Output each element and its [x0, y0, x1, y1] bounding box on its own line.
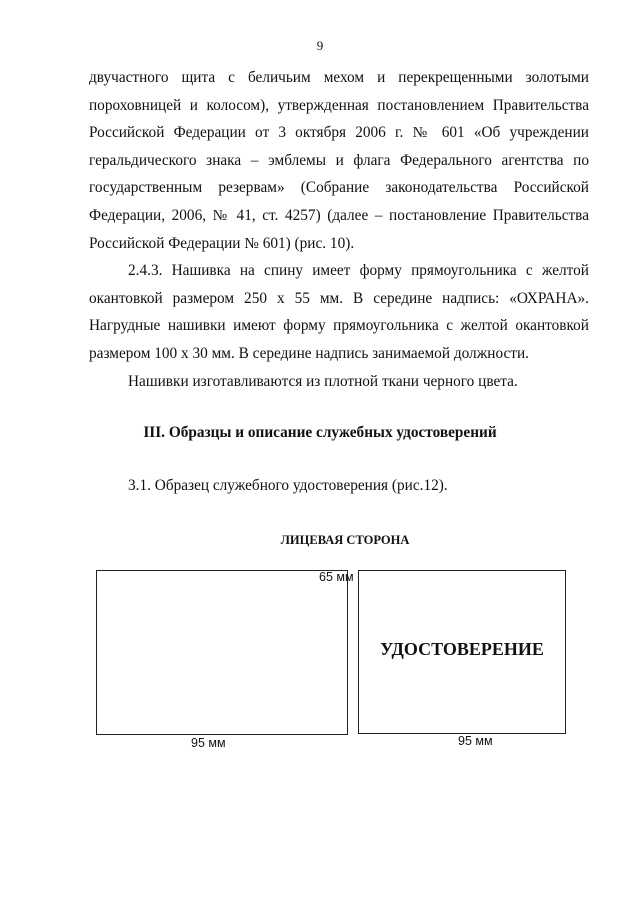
- width-dimension-label-right: 95 мм: [458, 734, 493, 748]
- page-number: 9: [316, 38, 324, 53]
- section-title: III. Образцы и описание служебных удостоверений: [143, 424, 497, 441]
- item-3-1: 3.1. Образец служебного удостоверения (рис.12).: [128, 477, 448, 494]
- paragraph-3: Нашивки изготавливаются из плотной ткани черного цвета.: [128, 372, 518, 390]
- body-text: [89, 64, 589, 395]
- paragraph-1: двучастного щита с беличьим мехом и перекрещенными золотыми пороховницей и колосом), утвержденная постановлением Правительства Российской Федерации от 3 октября 2006 г. № 601 «Об учреждении геральдического знака – эмблемы и флага Федерального агентства по государственным резервам» (Собрание законодательства Российской Федерации, 2006, № 41, ст. 4257) (далее – постановление Правительства Российской Федерации № 601) (рис. 10).: [89, 69, 589, 252]
- width-dimension-label-left: 95 мм: [191, 736, 226, 750]
- height-dimension-label: 65 мм: [319, 570, 354, 584]
- front-side-title: ЛИЦЕВАЯ СТОРОНА: [280, 533, 410, 547]
- card-title: УДОСТОВЕРЕНИЕ: [380, 639, 544, 659]
- paragraph-2: 2.4.3. Нашивка на спину имеет форму прямоугольника с желтой окантовкой размером 250 х 55 мм. В середине надпись: «ОХРАНА». Нагрудные нашивки имеют форму прямоугольника с желтой окантовкой размером 100 х 30 мм. В середине надпись занимаемой должности.: [89, 262, 589, 362]
- card-left-blank: [96, 570, 348, 735]
- card-right-front: [358, 570, 566, 734]
